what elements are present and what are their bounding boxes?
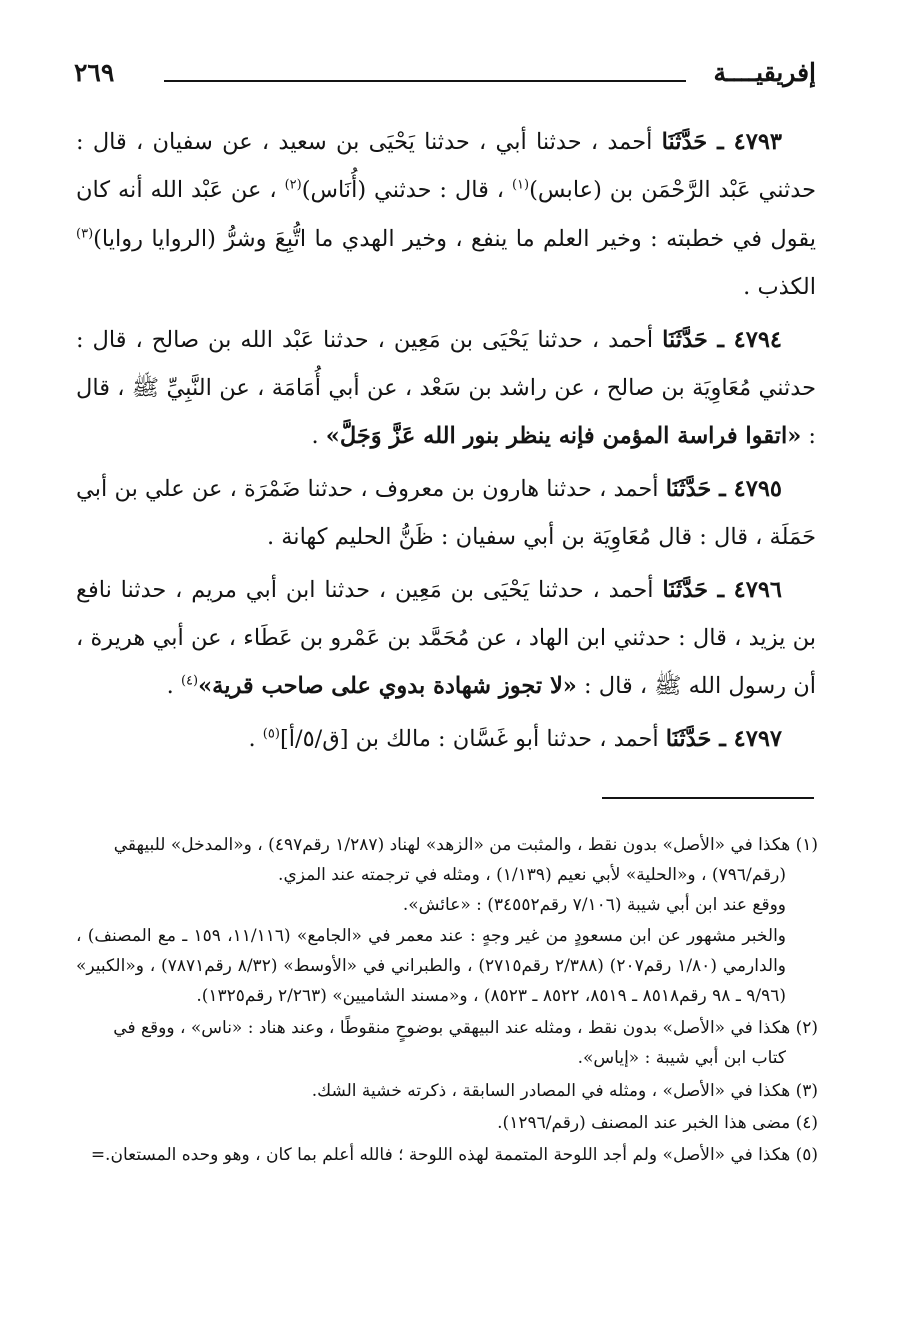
hadith-entry xyxy=(76,316,816,461)
footnote xyxy=(76,830,818,1011)
entry-label: ٤٧٩٦ ـ حَدَّثَنَا xyxy=(662,576,782,603)
hadith-entry xyxy=(76,465,816,562)
page-number: ٢٦٩ xyxy=(74,58,115,87)
entry-text: أحمد ، حدثنا يَحْيَى بن مَعِين ، حدثنا ابن أبي مريم ، حدثنا نافع بن يزيد ، قال : حدثني ابن الهاد ، عن مُحَمَّد بن عَمْرو بن عَطَاء ، عن أبي هريرة ، أن رسول الله ﷺ ، قال : xyxy=(76,576,816,700)
entry-text: ، قال : حدثني (أُنَاس) xyxy=(301,177,512,204)
footnote-text: ووقع عند ابن أبي شيبة (٧/١٠٦ رقم٣٤٥٥٢) : «عائش». xyxy=(402,895,786,916)
footnote-marker: (٢) xyxy=(284,177,302,193)
entry-label: ٤٧٩٧ ـ حَدَّثَنَا xyxy=(665,725,782,752)
hadith-entry xyxy=(76,118,816,312)
footnote-text: (٢) هكذا في «الأصل» بدون نقط ، ومثله عند البيهقي بوضوحٍ منقوطًا ، وعند هناد : «ناس» ، ووقع في xyxy=(113,1018,818,1039)
entry-text: أحمد ، حدثنا يَحْيَى بن مَعِين ، حدثنا عَبْد الله بن صالح ، قال : حدثني مُعَاوِيَة بن صالح ، عن راشد بن سَعْد ، عن أبي أُمَامَة ، عن النَّبِيِّ ﷺ ، قال : xyxy=(76,326,816,450)
footnote-marker: (٤) xyxy=(180,673,199,689)
footnote-text: (٤) مضى هذا الخبر عند المصنف (رقم/١٢٩٦). xyxy=(497,1112,818,1133)
footnote xyxy=(76,1140,818,1170)
footnote-text: كتاب ابن أبي شيبة : «إياس». xyxy=(577,1048,786,1069)
footnote-text: (٣) هكذا في «الأصل» ، ومثله في المصادر السابقة ، ذكرته خشية الشك. xyxy=(311,1080,818,1101)
footnote xyxy=(76,1013,818,1073)
entry-text: . xyxy=(311,423,326,450)
entry-text: . xyxy=(248,725,263,752)
footnote xyxy=(76,1108,818,1138)
entry-text: . xyxy=(166,673,181,700)
footnote-text: (رقم/٧٩٦) ، و«الحلية» لأبي نعيم (١/١٣٩) ، ومثله في ترجمته عند المزي. xyxy=(278,865,786,886)
hadith-entry xyxy=(76,715,816,763)
footnote-marker: (٣) xyxy=(76,226,94,242)
hadith-quote: «لا تجوز شهادة بدوي على صاحب قرية» xyxy=(198,673,577,700)
hadith-entry xyxy=(76,566,816,711)
footnote-text: (١) هكذا في «الأصل» بدون نقط ، والمثبت من «الزهد» لهناد (١/٢٨٧ رقم٤٩٧) ، و«المدخل» للبيهقي xyxy=(113,835,818,855)
footnote-marker: (٥) xyxy=(262,726,280,742)
entry-text: أحمد ، حدثنا هارون بن معروف ، حدثنا ضَمْرَة ، عن علي بن أبي حَمَلَة ، قال : قال مُعَاوِيَة بن أبي سفيان : ظَنُّ الحليم كهانة . xyxy=(76,475,816,551)
entry-text: أحمد ، حدثنا أبو غَسَّان : مالك بن [ق/٥/أ] xyxy=(279,725,666,752)
footnote-separator xyxy=(602,797,814,799)
hadith-quote: «اتقوا فراسة المؤمن فإنه ينظر بنور الله عَزَّ وَجَلَّ» xyxy=(325,423,802,450)
entry-text: ، عن عَبْد الله أنه كان يقول في خطبته : وخير العلم ما ينفع ، وخير الهدي ما اتُّبِعَ وشرُّ (الروايا روايا) xyxy=(76,177,816,252)
footnote-text: (٥) هكذا في «الأصل» ولم أجد اللوحة المتممة لهذه اللوحة ؛ فالله أعلم بما كان ، وهو وحده المستعان.= xyxy=(90,1145,818,1166)
entry-text: الكذب . xyxy=(743,274,816,301)
running-header xyxy=(74,58,816,98)
header-rule xyxy=(164,80,686,82)
entry-label: ٤٧٩٤ ـ حَدَّثَنَا xyxy=(662,326,782,353)
footnotes xyxy=(76,830,818,1172)
entry-label: ٤٧٩٣ ـ حَدَّثَنَا xyxy=(661,129,782,155)
main-text xyxy=(76,118,816,767)
footnote-marker: (١) xyxy=(511,177,530,193)
entry-text: أحمد ، حدثنا أبي ، حدثنا يَحْيَى بن سعيد ، عن سفيان ، قال : حدثني عَبْد الرَّحْمَن بن (عابس) xyxy=(76,129,816,204)
footnote xyxy=(76,1076,818,1106)
footnote-text: والخبر مشهور عن ابن مسعودٍ من غير وجهٍ : عند معمر في «الجامع» (١١/١١٦، ١٥٩ ـ مع المصنف) ، والدارمي (١/٨٠ رقم٢٠٧) (٢/٣٨٨ رقم٢٧١٥) ، والطبراني في «الأوسط» (٨/٣٢ رقم٧٨٧١) ، و«الكبير» (٩/٩٦ ـ ٩٨ رقم٨٥١٨ ـ ٨٥١٩، ٨٥٢٢ ـ ٨٥٢٣) ، و«مسند الشاميين» (٢/٢٦٣ رقم١٣٢٥). xyxy=(76,925,787,1007)
chapter-title: إفريقيــــة xyxy=(713,58,816,87)
entry-label: ٤٧٩٥ ـ حَدَّثَنَا xyxy=(665,475,782,502)
